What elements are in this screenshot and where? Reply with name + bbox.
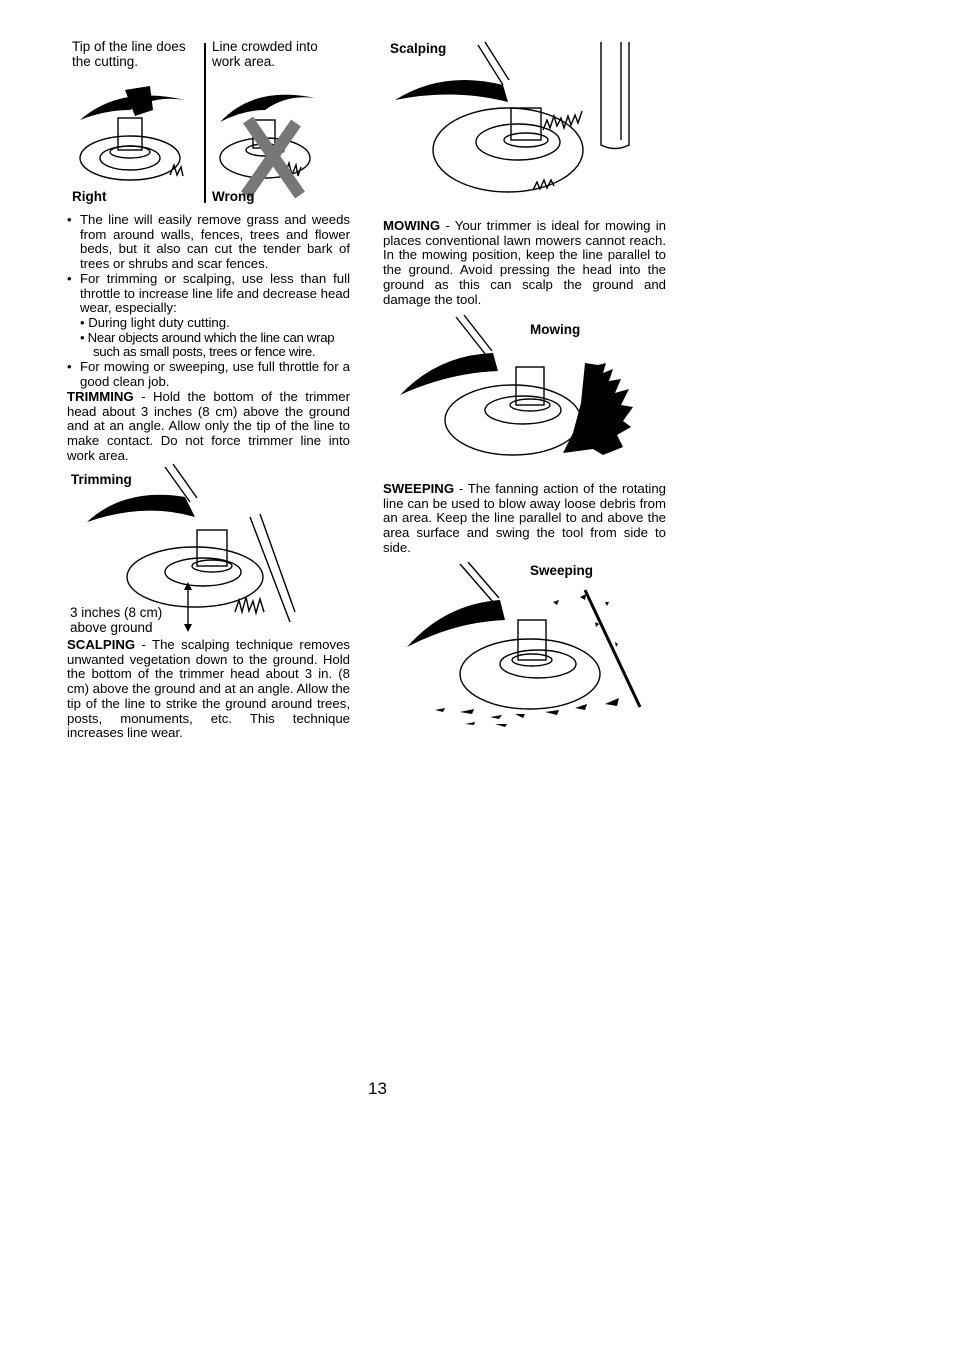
wrong-label: Wrong — [212, 189, 255, 204]
scalping-paragraph — [67, 638, 350, 741]
scalping-heading: SCALPING — [67, 637, 136, 652]
bullet-item: • The line will easily remove grass and weeds from around walls, fences, trees and flower beds, but it also can cut the tender bark of trees or shrubs and scar fences. — [67, 213, 350, 272]
sub-bullet-item: • During light duty cutting. — [80, 314, 230, 330]
right-trimmer-illustration — [75, 80, 205, 192]
bullet-text: For trimming or scalping, use less than full throttle to increase line life and decrease head wear, especially: — [80, 270, 350, 316]
sweeping-heading: SWEEPING — [383, 481, 455, 496]
scalping-illustration — [393, 40, 663, 200]
sweeping-text: - The fanning action of the rotating line can be used to blow away loose debris from an area. Keep the line parallel to and above the area surface and swing the tool from side to side. — [383, 481, 666, 555]
scalping-figure-label: Scalping — [390, 41, 447, 56]
safety-bullets — [67, 213, 350, 389]
scalping-text: - The scalping technique removes unwanted vegetation down to the ground. Hold the bottom of the trimmer head about 3 in. (8 cm) above the ground and at an angle. Allow the tip of the line to strike the ground around trees, posts, monuments, etc. This technique increases line wear. — [67, 637, 350, 741]
sub-bullet-item: • Near objects around which the line can wrap such as small posts, trees or fence wire. — [80, 329, 335, 360]
height-label-line2: above ground — [70, 620, 153, 635]
right-label: Right — [72, 189, 107, 204]
mowing-text: - Your trimmer is ideal for mowing in places conventional lawn mowers cannot reach. In the mowing position, keep the line parallel to the ground. Avoid pressing the head into the ground as this can scalp the ground and damage the tool. — [383, 218, 666, 307]
mowing-paragraph — [383, 219, 666, 307]
sweeping-paragraph — [383, 482, 666, 556]
bullet-item: • For mowing or sweeping, use full throttle for a good clean job. — [67, 360, 350, 389]
right-caption: Tip of the line does the cutting. — [72, 39, 186, 69]
mowing-heading: MOWING — [383, 218, 441, 233]
mowing-illustration — [398, 315, 648, 473]
bullet-item — [67, 272, 350, 360]
wrong-caption: Line crowded into work area. — [212, 39, 318, 69]
sweeping-figure-label: Sweeping — [530, 563, 594, 578]
mowing-figure-label: Mowing — [530, 322, 581, 337]
trimming-heading: TRIMMING — [67, 389, 134, 404]
trimming-paragraph — [67, 390, 350, 464]
sweeping-illustration — [405, 562, 650, 732]
height-label-line1: 3 inches (8 cm) — [70, 605, 163, 620]
page-number: 13 — [368, 1079, 387, 1098]
wrong-x-mark-icon — [238, 115, 308, 200]
trimming-figure-label: Trimming — [71, 472, 132, 487]
trimming-text: - Hold the bottom of the trimmer head about 3 inches (8 cm) above the ground and at an angle. Allow only the tip of the line to make contact. Do not force trimmer line into work area. — [67, 389, 350, 463]
